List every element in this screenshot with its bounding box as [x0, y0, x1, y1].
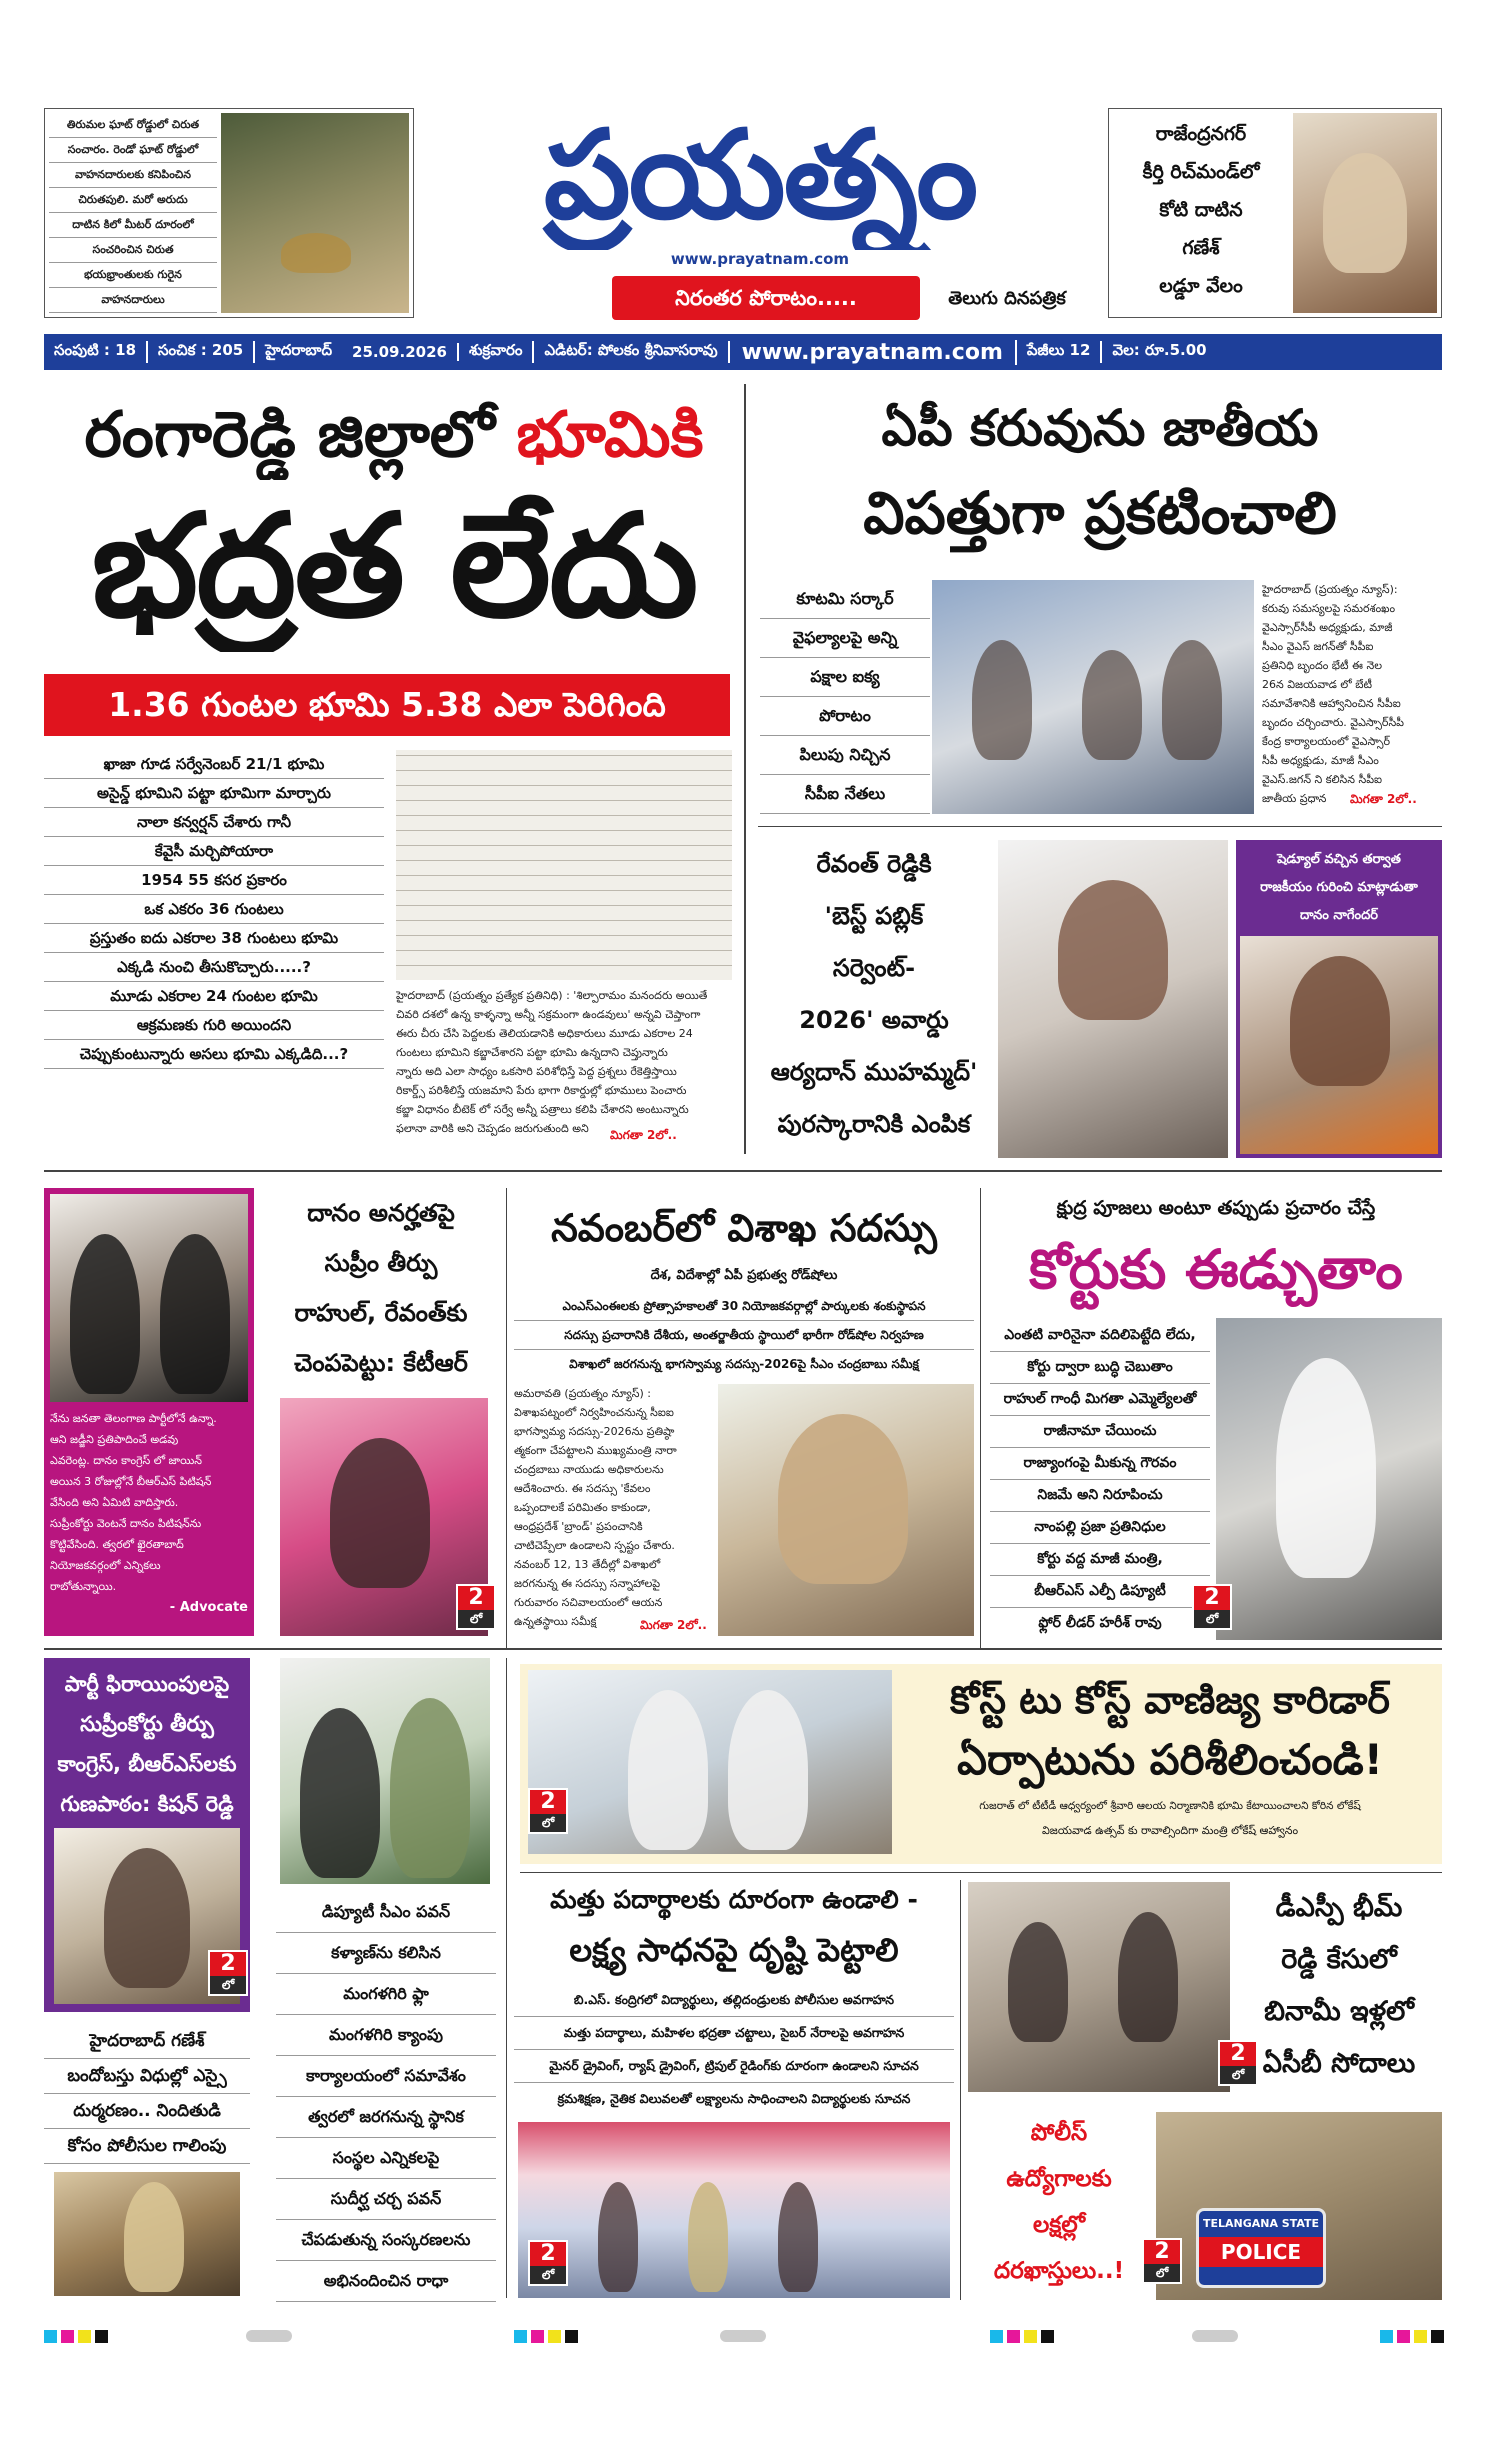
ganesh-lines [44, 2024, 250, 2164]
pawan-line: సంస్థల ఎన్నికలపై [276, 2138, 496, 2179]
pawan-line: డిప్యూటీ సీఎం పవన్ [276, 1892, 496, 1933]
lead-kicker-text: రంగారెడ్డి జిల్లాలో [84, 398, 517, 471]
advocate-box [44, 1188, 254, 1636]
lead-body-line: చివరి దశలో ఉన్న కాళ్ళన్నా అన్నీ సక్రమంగా ఉండవులు' అన్నవి చెప్తాంగా [396, 1008, 701, 1021]
lead-body-line: ఫలానా వారికి అని చెప్పడం జరుగుతుంది అని [396, 1122, 589, 1135]
drugs-headline: లక్ష్య సాధనపై దృష్టి పెట్టాలి [569, 1931, 899, 1969]
visakha-intro-line: ఎంఎస్ఎంఈలకు ప్రోత్సాహకాలతో 30 నియోజకవర్గాల్లో పార్కులకు శంకుస్థాపన [514, 1292, 974, 1321]
visakha-more[interactable]: మిగతా 2లో.. [640, 1618, 707, 1632]
registration-bar [246, 2330, 292, 2342]
page-2-badge[interactable]: 2 లో [528, 2240, 568, 2286]
masthead-daily: తెలుగు దినపత్రిక [948, 288, 1066, 309]
ap-side-line: పిలుపు నిచ్చిన [760, 736, 930, 775]
ear-left-line: వాహనదారులు [49, 288, 217, 313]
revanth-line: ఆర్యదాన్ ముహమ్మద్' [770, 1058, 978, 1086]
lead-point: ఆక్రమణకు గురి అయిందని [44, 1011, 384, 1040]
page-2-badge[interactable]: 2 లో [208, 1950, 248, 1996]
ap-side-line: పక్షాల ఐక్య [760, 658, 930, 697]
land-record-photo [396, 750, 732, 980]
lead-banner: 1.36 గుంటల భూమి 5.38 ఎలా పెరిగింది [44, 674, 730, 736]
police-line: దరఖాస్తులు..! [993, 2258, 1125, 2284]
ap-body-line: వైఎస్.జగన్ ని కలిసిన సీపీఐ [1262, 773, 1383, 786]
ap-body-line: సమావేశానికి ఆహ్వానించిన సీపీఐ [1262, 697, 1401, 710]
lokesh-photo [528, 1670, 892, 1854]
day: శుక్రవారం [459, 341, 535, 363]
police-lines [966, 2110, 1152, 2300]
ganesh-line: బందోబస్తు విధుల్లో ఎస్సై [44, 2059, 250, 2094]
advocate-line: కొట్టివేసింది. త్వరలో ఖైరతాబాద్ [50, 1538, 184, 1551]
drugs-line: క్రమశిక్షణ, నైతిక విలువలతో లక్ష్యాలను సాధించాలని విద్యార్థులకు సూచన [514, 2083, 954, 2114]
visakha-intro-line: విశాఖలో జరగనున్న భాగస్వామ్య సదస్సు-2026పై సీఎం చంద్రబాబు సమీక్ష [514, 1350, 974, 1378]
harish-line: ఎంతటి వారినైనా వదిలిపెట్టేది లేదు, [990, 1320, 1210, 1352]
ganesh-idol-photo [1293, 113, 1437, 313]
ear-left-line: వాహనదారులకు కనిపించిన [49, 163, 217, 188]
police-line: పోలీస్ [1030, 2120, 1088, 2146]
revanth-line: సర్వెంట్- [832, 954, 916, 982]
ktr-line: దానం అనర్హతపై [307, 1199, 455, 1227]
visakha-intro-line: సదస్సు ప్రచారానికి దేశీయ, అంతర్జాతీయ స్థాయిలో భారీగా రోడ్‌షోల నిర్వహణ [514, 1321, 974, 1350]
ap-headline-1: ఏపీ కరువును జాతీయ [881, 399, 1319, 457]
pawan-line: మంగళగిరి ఫ్లా [276, 1974, 496, 2015]
ap-headline-2: విపత్తుగా ప్రకటించాలి [863, 479, 1337, 547]
visakha-body-line: చాటిచెప్పేలా ఉండాలని స్పష్టం చేశారు. [514, 1539, 675, 1552]
ap-more[interactable]: మిగతా 2లో.. [1350, 792, 1417, 806]
danam-photo [1240, 936, 1438, 1154]
ap-side [760, 580, 930, 820]
page-2-badge[interactable]: 2 లో [1192, 1584, 1232, 1630]
lead-kicker [44, 390, 744, 480]
ap-side-line: వైఫల్యాలపై అన్ని [760, 619, 930, 658]
ear-left-line: దాటిన కిలో మీటర్ దూరంలో [49, 213, 217, 238]
kishan-line: కాంగ్రెస్, బీఆర్ఎస్‌లకు [57, 1752, 237, 1776]
ap-side-line: కూటమి సర్కార్ [760, 580, 930, 619]
pawan-line: అభినందించిన రాధా [276, 2261, 496, 2302]
pawan-line: సుదీర్ఘ చర్చ పవన్ [276, 2179, 496, 2220]
pawan-line: చేపడుతున్న సంస్కరణలను [276, 2220, 496, 2261]
police-badge-label: POLICE [1199, 2237, 1323, 2267]
advocate-line: నియోజకవర్గంలో ఎన్నికలు [50, 1559, 161, 1572]
pawan-line: కార్యాలయంలో సమావేశం [276, 2056, 496, 2097]
info-bar [44, 334, 1442, 370]
revanth-story [758, 838, 990, 1158]
registration-marks [44, 2330, 108, 2343]
ktr-line: రాహుల్, రేవంత్‌కు [294, 1299, 468, 1327]
lead-point: నాలా కన్వర్షన్ చేశారు గానీ [44, 808, 384, 837]
harish-lines [990, 1320, 1210, 1636]
ganesh-line: హైదరాబాద్ గణేశ్ [44, 2024, 250, 2059]
revanth-line: పురస్కారానికి ఎంపిక [777, 1110, 971, 1138]
lead-body-line: ఈరు చీరు చేసి పెద్దలకు తెలియడానికి అధికారులు మూడు ఎకరాల 24 [396, 1027, 693, 1040]
ap-body [1262, 580, 1442, 810]
advocate-line: ఎవరెంట్ల. దానం కాంగ్రెస్ లో జాయిన్ [50, 1454, 202, 1467]
registration-marks [514, 2330, 578, 2343]
cpi-meeting-photo [932, 580, 1254, 814]
advocate-author: - Advocate [169, 1600, 248, 1615]
lead-more[interactable]: మిగతా 2లో.. [610, 1128, 677, 1142]
corridor-line-1: కోస్ట్ టు కోస్ట్ వాణిజ్య కారిడార్ [950, 1678, 1390, 1722]
harish-line: నిజమే అని నిరూపించు [990, 1480, 1210, 1512]
ear-right [1108, 108, 1442, 318]
si-photo [54, 2172, 240, 2296]
ap-body-line: కరువు సమస్యలపై సమరశంఖం [1262, 602, 1396, 615]
registration-bar [1192, 2330, 1238, 2342]
police-parade-photo [1156, 2112, 1442, 2300]
harish-line: ఫ్లోర్ లీడర్ హరీశ్ రావు [990, 1608, 1210, 1636]
visakha-body-line: విశాఖపట్నంలో నిర్వహించనున్న సీఐఐ [514, 1406, 674, 1419]
revanth-photo [998, 840, 1228, 1158]
dsp-line: బినామీ ఇళ్లలో [1264, 1996, 1414, 2027]
ap-body-line: సీఎం వైఎస్ జగన్‌తో సీపీఐ [1262, 640, 1374, 653]
lead-points [44, 750, 384, 1150]
ap-side-line: పోరాటం [760, 697, 930, 736]
date: 25.09.2026 [342, 343, 459, 361]
advocate-line: సుప్రీంకోర్టు వెంటనే దానం పిటిషన్‌ను [50, 1517, 202, 1530]
pawan-line: కళ్యాణ్‌ను కలిసిన [276, 1933, 496, 1974]
visakha-body-line: ఆంధ్రప్రదేశ్ 'బ్రాండ్' ప్రపంచానికి [514, 1520, 643, 1533]
ap-body-line: హైదరాబాద్ (ప్రయత్నం న్యూస్): [1262, 583, 1398, 596]
ganesh-line: దుర్మరణం.. నిందితుడి [44, 2094, 250, 2129]
page-2-badge[interactable]: 2 లో [456, 1584, 496, 1630]
advocate-line: ఆని జడ్జీని ప్రతిపాదించే అడవు [50, 1433, 179, 1446]
ktr-headline [268, 1188, 494, 1388]
ear-left-line: చిరుతపులి. మరో అరుదు [49, 188, 217, 213]
lead-body-line: హైదరాబాద్ (ప్రయత్నం ప్రత్యేక ప్రతినిధి) : 'శిల్పారామం మనందరు అయితే [396, 989, 708, 1002]
acb-raid-photo [968, 1882, 1230, 2092]
harish-kicker: క్షుద్ర పూజలు అంటూ తప్పుడు ప్రచారం చేస్తే [1056, 1197, 1376, 1219]
lead-point: మూడు ఎకరాల 24 గుంటల భూమి [44, 982, 384, 1011]
revanth-line: 2026' అవార్డు [799, 1006, 949, 1034]
ktr-line: చెంపపెట్టు: కేటీఆర్ [294, 1349, 468, 1377]
corridor-caption-1: గుజరాత్ లో టీటీడీ ఆధ్వర్యంలో శ్రీవారి ఆలయ నిర్మాణానికి భూమి కేటాయించాలని కోరిన లోకేష్ [979, 1800, 1361, 1812]
revanth-line: రేవంత్ రెడ్డికి [816, 850, 932, 878]
ear-left [44, 108, 414, 318]
danam-line: రాజకీయం గురించి మాట్లాడుతా [1260, 880, 1418, 895]
corridor-caption-2: విజయవాడ ఉత్సవ్ కు రావాల్సిందిగా మంత్రి లోకేష్ ఆహ్వానం [1041, 1824, 1299, 1837]
visakha-body-line: త్మకంగా చేపట్టాలని ముఖ్యమంత్రి నారా [514, 1444, 677, 1457]
pawan-lines [276, 1892, 496, 2302]
lead-point: ప్రస్తుతం ఐదు ఎకరాల 38 గుంటలు భూమి [44, 924, 384, 953]
lead-point: ఖాజా గూడ సర్వేనెంబర్ 21/1 భూమి [44, 750, 384, 779]
page-2-badge[interactable]: 2 లో [528, 1788, 568, 1834]
harish-line: కోర్టు ద్వారా బుద్ధి చెబుతాం [990, 1352, 1210, 1384]
price: వెల: రూ.5.00 [1112, 341, 1207, 359]
lead-kicker-highlight: భూమికి [516, 398, 704, 471]
dsp-line: డీఎస్పీ భీమ్ [1275, 1892, 1403, 1923]
harish-line: కోర్టు వద్ద మాజీ మంత్రి, [990, 1544, 1210, 1576]
drugs-line: మత్తు పదార్థాలు, మహిళల భద్రతా చట్టాలు, సైబర్ నేరాలపై అవగాహన [514, 2017, 954, 2050]
leopard-photo [221, 113, 409, 313]
ap-body-line: జాతీయ ప్రధాన [1262, 792, 1327, 805]
ap-body-line: బృందం చర్చించారు. వైఎస్సార్‌సీపీ [1262, 716, 1404, 729]
issue: సంచిక : 205 [148, 341, 255, 363]
police-badge-state: TELANGANA STATE [1202, 2217, 1320, 2230]
volume: సంపుటి : 18 [44, 341, 148, 363]
lead-point: చెప్పుకుంటున్నారు అసలు భూమి ఎక్కడిది...? [44, 1040, 384, 1069]
harish-line: బీఆర్ఎస్ ఎల్పీ డిప్యూటీ [990, 1576, 1210, 1608]
school-event-photo [518, 2122, 950, 2298]
police-line: లక్షల్లో [1033, 2212, 1085, 2238]
page-2-badge[interactable]: 2 లో [1218, 2040, 1258, 2086]
lead-headline: భద్రత లేదు [91, 484, 697, 649]
pawan-photo [280, 1658, 490, 1884]
pages: పేజీలు 12 [1017, 341, 1103, 363]
visakha-body-line: గురువారం సచివాలయంలో ఆయన [514, 1596, 663, 1609]
harish-line: నాంపల్లి ప్రజా ప్రతినిధుల [990, 1512, 1210, 1544]
visakha-body-line: ఒప్పందాలకే పరిమితం కాకుండా, [514, 1501, 651, 1514]
lead-point: కేవైసీ మర్చిపోయారా [44, 837, 384, 866]
drugs-lines [514, 1984, 954, 2114]
danam-line: దానం నాగేందర్ [1300, 908, 1378, 923]
ap-body-line: 26న విజయవాడ లో బేటీ [1262, 678, 1372, 691]
ganesh-line: కోసం పోలీసుల గాలింపు [44, 2129, 250, 2164]
police-line: ఉద్యోగాలకు [1006, 2166, 1112, 2192]
registration-marks [990, 2330, 1054, 2343]
ktr-line: సుప్రీం తీర్పు [324, 1249, 438, 1277]
visakha-body-line: చంద్రబాబు నాయుడు అధికారులను [514, 1463, 664, 1476]
kishan-line: పార్టీ ఫిరాయింపులపై [64, 1672, 230, 1696]
ap-body-line: వైఎస్సార్‌సీపీ అధ్యక్షుడు, మాజీ [1262, 621, 1393, 634]
harish-line: రాజీనామా చేయించు [990, 1416, 1210, 1448]
harish-line: రాజ్యాంగంపై మీకున్న గౌరవం [990, 1448, 1210, 1480]
lead-point: ఒక ఎకరం 36 గుంటలు [44, 895, 384, 924]
kishan-line: సుప్రీంకోర్టు తీర్పు [80, 1712, 214, 1736]
ear-right-line: రాజేంద్రనగర్ [1155, 123, 1247, 145]
advocate-photo [50, 1194, 248, 1402]
visakha-headline: నవంబర్‌లో విశాఖ సదస్సు [551, 1206, 937, 1250]
drugs-line: మైనర్ డ్రైవింగ్, ర్యాష్ డ్రైవింగ్, ట్రిపుల్ రైడింగ్‌కు దూరంగా ఉండాలని సూచన [514, 2050, 954, 2083]
ear-left-line: భయభ్రాంతులకు గురైన [49, 263, 217, 288]
city: హైదరాబాద్ [265, 341, 333, 359]
ear-left-line: తిరుమల ఘాట్ రోడ్డులో చిరుత [49, 113, 217, 138]
lead-body [396, 986, 732, 1146]
lead-body-line: కబ్జా విధానం బీటెక్ లో సర్వే అన్నీ పత్రాలు కలిపి చేశారని అంటున్నారు [396, 1103, 689, 1116]
masthead-url[interactable]: www.prayatnam.com [670, 250, 850, 268]
ap-body-line: సీపీ అధ్యక్షుడు, మాజీ సీఎం [1262, 754, 1379, 767]
advocate-line: రాబోతున్నాయి. [50, 1580, 117, 1593]
visakha-sub: దేశ, విదేశాల్లో ఏపీ ప్రభుత్వ రోడ్‌షోలు [650, 1268, 838, 1283]
lead-point: 1954 55 కసర ప్రకారం [44, 866, 384, 895]
ear-left-line: సంచారం. రెండో ఘాట్ రోడ్డులో [49, 138, 217, 163]
drugs-line: బి.ఎస్. కంద్రిగలో విద్యార్థులు, తల్లిదండ్రులకు పోలీసుల అవగాహన [514, 1984, 954, 2017]
pawan-line: మంగళగిరి క్యాంపు [276, 2015, 496, 2056]
visakha-body-line: భాగస్వామ్య సదస్సు-2026ను ప్రతిష్ఠా [514, 1425, 675, 1438]
lead-body-line: గుంటలు భూమిని కబ్జాచేశారని పట్టా భూమి ఉన్నదాని చెప్తున్నారు [396, 1046, 668, 1059]
editor: ఎడిటర్: పోలకం శ్రీనివాసరావు [534, 341, 729, 363]
masthead-slogan: నిరంతర పోరాటం..... [612, 276, 920, 320]
lead-point: అసైన్డ్ భూమిని పట్టా భూమిగా మార్చారు [44, 779, 384, 808]
danam-box [1236, 840, 1442, 1158]
ear-left-line: సంచరించిన చిరుత [49, 238, 217, 263]
danam-line: షెడ్యూల్ వచ్చిన తర్వాత [1277, 852, 1401, 867]
visakha-body-line: అమరావతి (ప్రయత్నం న్యూస్) : [514, 1387, 651, 1400]
site-link[interactable]: www.prayatnam.com [730, 340, 1017, 365]
masthead-title: ప్రయత్నం [543, 104, 977, 246]
ear-right-line: కోటి దాటిన [1159, 199, 1243, 221]
dsp-line: రెడ్డి కేసులో [1281, 1944, 1397, 1975]
advocate-line: వేసింది అని ఏమిటి వాదిస్తారు. [50, 1496, 179, 1509]
ap-body-line: ప్రతినిధి బృందం భేటీ ఈ నెల [1262, 659, 1382, 672]
harish-photo [1216, 1318, 1442, 1640]
advocate-line: నేను జనతా తెలంగాణ పార్టీలోనే ఉన్నా. [50, 1412, 217, 1425]
ap-body-line: కేంద్ర కార్యాలయంలో వైఎస్సార్ [1262, 735, 1390, 748]
visakha-body [514, 1384, 714, 1636]
dsp-lines [1236, 1882, 1442, 2092]
kishan-line: గుణపాఠం: కిషన్ రెడ్డి [60, 1792, 234, 1816]
dsp-line: ఏసీబీ సోదాలు [1262, 2048, 1416, 2079]
pawan-line: త్వరలో జరగనున్న స్థానిక [276, 2097, 496, 2138]
revanth-line: 'బెస్ట్ పబ్లిక్ [824, 902, 924, 930]
ear-right-line: గణేశ్ [1182, 237, 1220, 259]
visakha-body-line: ఆదేశించారు. ఈ సదస్సు 'కేవలం [514, 1482, 651, 1495]
ap-side-line: సీపీఐ నేతలు [760, 775, 930, 814]
page-2-badge[interactable]: 2 లో [1142, 2238, 1182, 2284]
registration-bar [720, 2330, 766, 2342]
ear-right-line: లడ్డూ వేలం [1159, 275, 1243, 297]
visakha-body-line: జరగనున్న ఈ సదస్సు సన్నాహాలపై [514, 1577, 661, 1590]
advocate-line: అయిన 3 రోజుల్లోనే బీఆర్ఎస్ పిటిషన్ [50, 1475, 212, 1488]
corridor-line-2: ఏర్పాటును పరిశీలించండి! [957, 1735, 1383, 1784]
lead-body-line: న్నారు అది ఎలా సాధ్యం ఒకసారి పరిశోధిస్తే పెద్ద ప్రశ్నలు రేకెత్తిస్తాయి [396, 1065, 677, 1078]
ear-right-line: కీర్తి రిచ్‌మండ్‌లో [1142, 161, 1260, 183]
drugs-kicker: మత్తు పదార్థాలకు దూరంగా ఉండాలి - [550, 1885, 918, 1914]
lead-point: ఎక్కడి నుంచి తీసుకొచ్చారు.....? [44, 953, 384, 982]
visakha-body-line: నవంబర్ 12, 13 తేదీల్లో విశాఖలో [514, 1558, 661, 1571]
harish-line: రాహుల్ గాంధీ మిగతా ఎమ్మెల్యేలతో [990, 1384, 1210, 1416]
chandrababu-photo [718, 1384, 974, 1636]
lead-body-line: రికార్డ్స్ పరిశీలిస్తే యజమాని పేరు భాగా రికార్డుల్లో భూములు పెంచారు [396, 1084, 687, 1097]
registration-marks [1380, 2330, 1444, 2343]
harish-headline: కోర్టుకు ఈడ్చుతాం [1029, 1238, 1403, 1301]
visakha-body-line: ఉన్నతస్థాయి సమీక్ష [514, 1615, 597, 1628]
visakha-intro [514, 1292, 974, 1378]
